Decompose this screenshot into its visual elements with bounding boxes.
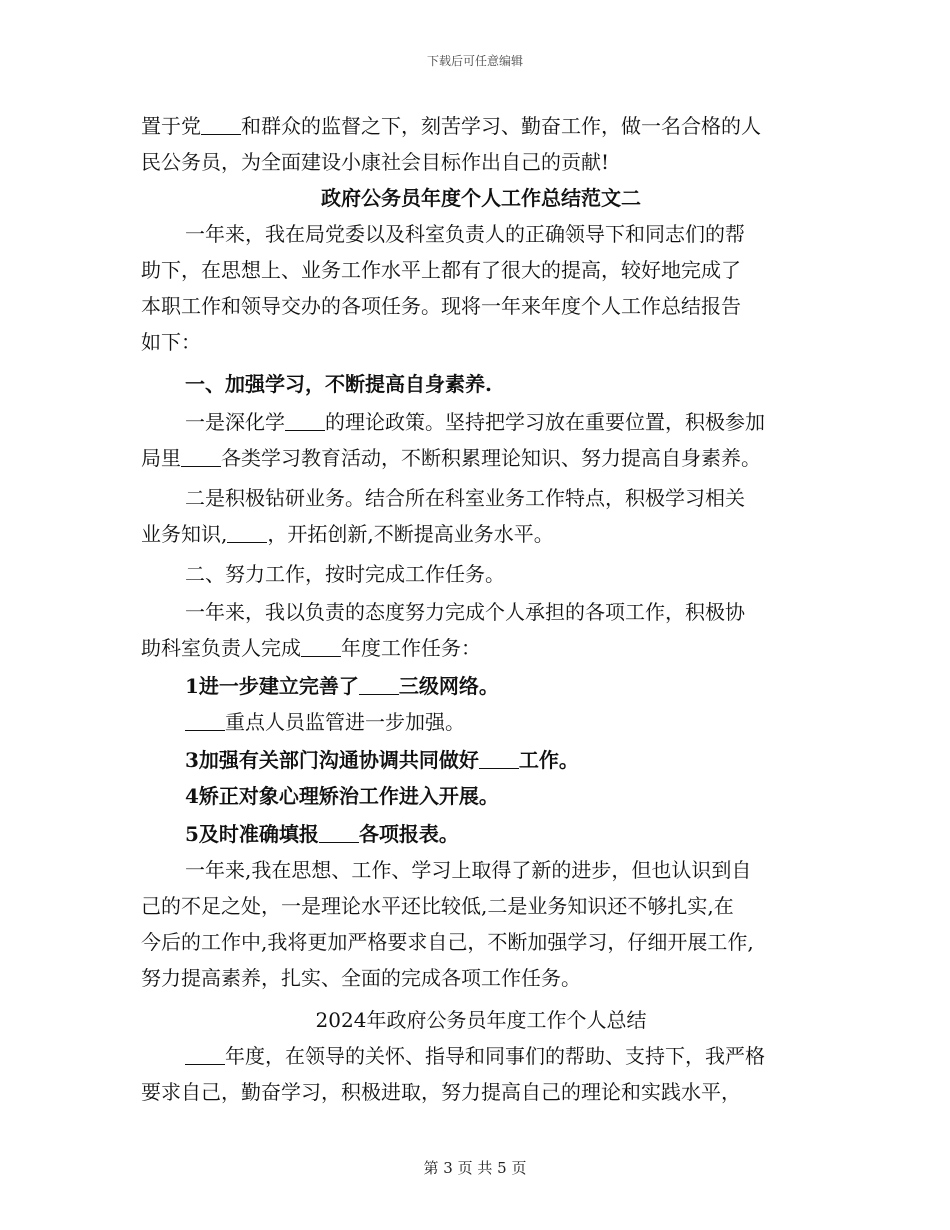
- fill-blank: [185, 712, 225, 731]
- fill-blank: [201, 116, 241, 135]
- paragraph-line: 助下，在思想上、业务工作水平上都有了很大的提高，较好地完成了: [141, 258, 741, 282]
- fill-blank: [185, 1046, 225, 1065]
- list-item: 重点人员监管进一步加强。: [185, 704, 465, 740]
- fill-blank: [319, 824, 359, 843]
- fill-blank: [181, 448, 221, 467]
- section-title: 政府公务员年度个人工作总结范文二: [321, 186, 641, 210]
- paragraph-line: 二是积极钻研业务。结合所在科室业务工作特点，积极学习相关: [185, 486, 745, 510]
- paragraph-line: 本职工作和领导交办的各项任务。现将一年来年度个人工作总结报告: [141, 294, 741, 318]
- paragraph-line: 年度，在领导的关怀、指导和同事们的帮助、支持下，我严格: [185, 1038, 765, 1074]
- fill-blank: [359, 676, 399, 695]
- list-item: 3加强有关部门沟通协调共同做好 工作。: [185, 748, 579, 772]
- list-item: 4矫正对象心理矫治工作进入开展。: [185, 784, 499, 808]
- list-item: 5及时准确填报 各项报表。: [185, 822, 459, 846]
- paragraph-line: 要求自己，勤奋学习，积极进取，努力提高自己的理论和实践水平，: [141, 1080, 741, 1104]
- paragraph-line: 如下：: [141, 330, 201, 354]
- paragraph-line: 今后的工作中,我将更加严格要求自己，不断加强学习，仔细开展工作,: [141, 930, 754, 954]
- paragraph-line: 局里 各类学习教育活动，不断积累理论知识、努力提高自身素养。: [141, 446, 761, 470]
- fill-blank: [285, 412, 325, 431]
- page-header: 下载后可任意编辑: [426, 54, 523, 68]
- paragraph-line: 一年来，我在局党委以及科室负责人的正确领导下和同志们的帮: [185, 222, 745, 246]
- paragraph-line: 一是深化学 的理论政策。坚持把学习放在重要位置，积极参加: [185, 410, 765, 434]
- paragraph-line: 民公务员，为全面建设小康社会目标作出自己的贡献!: [141, 150, 610, 174]
- paragraph-line: 业务知识, ，开拓创新,不断提高业务水平。: [141, 522, 554, 546]
- subheading: 一、加强学习，不断提高自身素养.: [185, 372, 492, 396]
- paragraph-line: 努力提高素养，扎实、全面的完成各项工作任务。: [141, 966, 581, 990]
- paragraph-line: 置于党 和群众的监督之下，刻苦学习、勤奋工作，做一名合格的人: [141, 114, 761, 138]
- section-title: 2024年政府公务员年度工作个人总结: [315, 1008, 647, 1032]
- paragraph-line: 己的不足之处，一是理论水平还比较低,二是业务知识还不够扎实,在: [141, 894, 734, 918]
- paragraph-line: 一年来，我以负责的态度努力完成个人承担的各项工作，积极协: [185, 600, 745, 624]
- page-footer: 第 3 页 共 5 页: [423, 1159, 527, 1177]
- paragraph-line: 助科室负责人完成 年度工作任务：: [141, 636, 481, 660]
- fill-blank: [227, 524, 267, 543]
- fill-blank: [301, 638, 341, 657]
- paragraph-line: 一年来,我在思想、工作、学习上取得了新的进步，但也认识到自: [185, 858, 752, 882]
- fill-blank: [479, 750, 519, 769]
- list-item: 1进一步建立完善了 三级网络。: [185, 674, 499, 698]
- subheading: 二、努力工作，按时完成工作任务。: [185, 562, 505, 586]
